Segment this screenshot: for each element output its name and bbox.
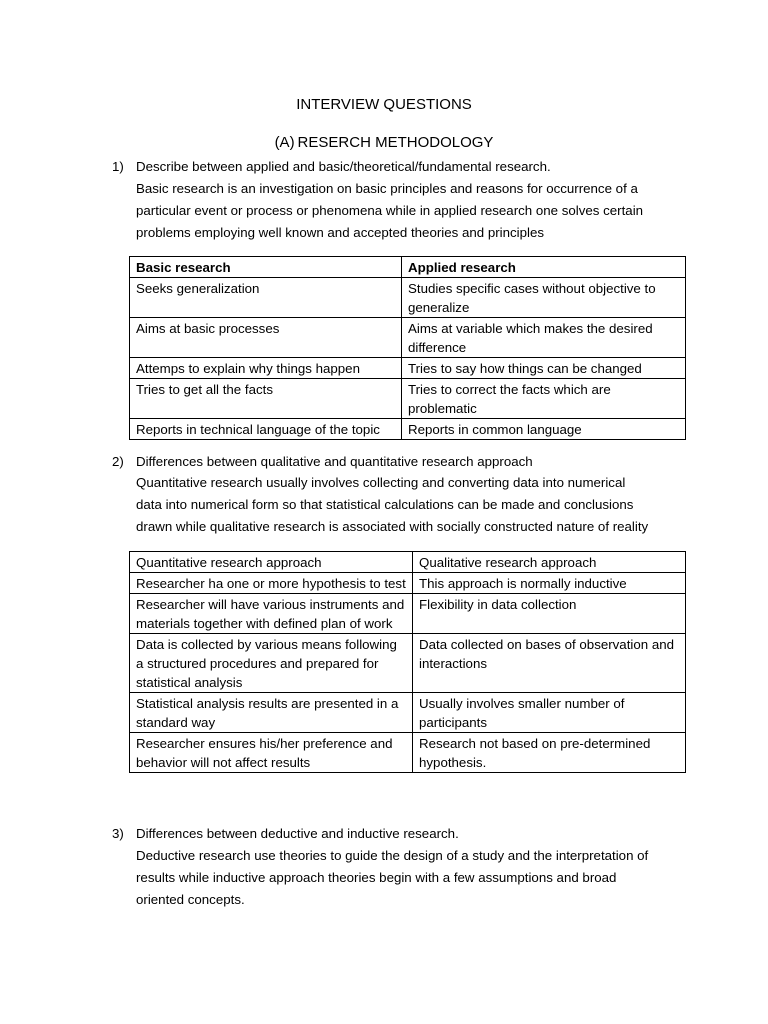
table-header-cell: Applied research — [402, 257, 686, 278]
table-cell: Aims at variable which makes the desired difference — [402, 318, 686, 358]
answer-line: Quantitative research usually involves collecting and converting data into numerical — [136, 475, 626, 490]
table-row — [130, 358, 686, 379]
table-cell: Researcher ha one or more hypothesis to test — [130, 573, 413, 594]
table-header-row — [130, 257, 686, 278]
question-text: Describe between applied and basic/theoretical/fundamental research. — [136, 159, 551, 174]
question-text: Differences between qualitative and quantitative research approach — [136, 454, 533, 469]
table-cell: Flexibility in data collection — [413, 594, 686, 634]
answer-line: data into numerical form so that statistical calculations can be made and conclusions — [136, 497, 634, 512]
table-cell: Aims at basic processes — [130, 318, 402, 358]
answer-paragraph — [136, 178, 696, 244]
table-row — [130, 573, 686, 594]
table-cell: Attemps to explain why things happen — [130, 358, 402, 379]
answer-line: drawn while qualitative research is associated with socially constructed nature of reality — [136, 519, 649, 534]
answer-paragraph — [136, 472, 696, 538]
document-title: INTERVIEW QUESTIONS — [296, 96, 472, 113]
table-row — [130, 693, 686, 733]
table-cell: Usually involves smaller number of participants — [413, 693, 686, 733]
table-cell: Seeks generalization — [130, 278, 402, 318]
table-cell: Researcher ensures his/her preference and behavior will not affect results — [130, 733, 413, 773]
basic-vs-applied-table — [129, 256, 686, 440]
table-cell: Data collected on bases of observation and interactions — [413, 634, 686, 693]
table-header-cell: Quantitative research approach — [130, 552, 413, 573]
table-cell: Research not based on pre-determined hypothesis. — [413, 733, 686, 773]
table-cell: Tries to say how things can be changed — [402, 358, 686, 379]
table-cell: Studies specific cases without objective to generalize — [402, 278, 686, 318]
table-row — [130, 594, 686, 634]
question-number: 2) — [112, 454, 124, 469]
answer-line: results while inductive approach theories begin with a few assumptions and broad — [136, 870, 617, 885]
section-heading: (A) RESERCH METHODOLOGY — [274, 134, 494, 151]
table-row — [130, 278, 686, 318]
quantitative-vs-qualitative-table — [129, 551, 686, 773]
answer-line: oriented concepts. — [136, 892, 245, 907]
table-cell: Reports in common language — [402, 419, 686, 440]
table-cell: Tries to get all the facts — [130, 379, 402, 419]
table-row — [130, 379, 686, 419]
table-cell: Data is collected by various means following a structured procedures and prepared for statistical analysis — [130, 634, 413, 693]
question-number: 3) — [112, 826, 124, 841]
answer-line: Deductive research use theories to guide the design of a study and the interpretation of — [136, 848, 649, 863]
table-cell: Reports in technical language of the topic — [130, 419, 402, 440]
table-cell: This approach is normally inductive — [413, 573, 686, 594]
answer-line: Basic research is an investigation on basic principles and reasons for occurrence of a — [136, 181, 638, 196]
table-header-cell: Basic research — [130, 257, 402, 278]
table-header-row — [130, 552, 686, 573]
table-cell: Researcher will have various instruments and materials together with defined plan of work — [130, 594, 413, 634]
table-header-cell: Qualitative research approach — [413, 552, 686, 573]
answer-paragraph — [136, 845, 696, 911]
answer-line: particular event or process or phenomena while in applied research one solves certain — [136, 203, 644, 218]
table-row — [130, 419, 686, 440]
table-cell: Tries to correct the facts which are problematic — [402, 379, 686, 419]
question-text: Differences between deductive and inductive research. — [136, 826, 459, 841]
answer-line: problems employing well known and accepted theories and principles — [136, 225, 545, 240]
table-row — [130, 318, 686, 358]
table-row — [130, 733, 686, 773]
table-cell: Statistical analysis results are presented in a standard way — [130, 693, 413, 733]
question-number: 1) — [112, 159, 124, 174]
table-row — [130, 634, 686, 693]
